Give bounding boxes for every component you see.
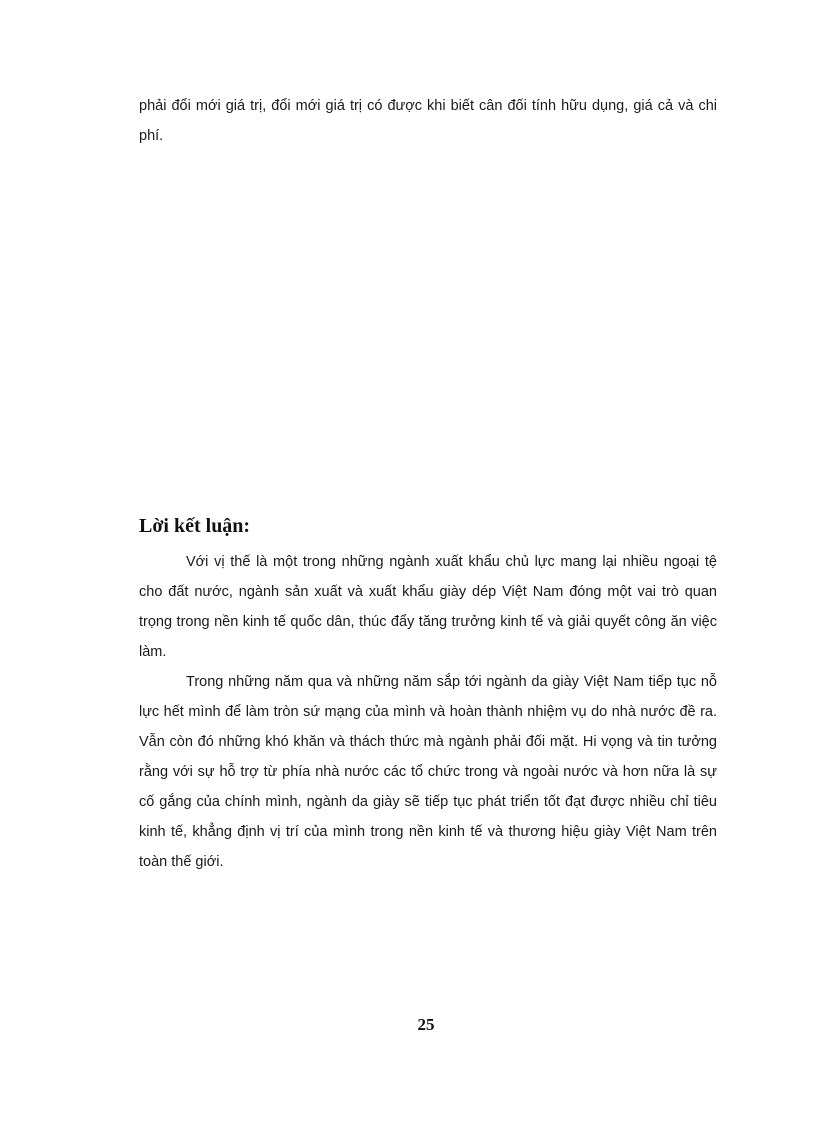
page-number: 25 xyxy=(417,1015,435,1034)
conclusion-body xyxy=(139,547,717,877)
section-heading: Lời kết luận: xyxy=(139,515,251,537)
conclusion-paragraph: Với vị thế là một trong những ngành xuất khẩu chủ lực mang lại nhiều ngoại tệ cho đất nước, ngành sản xuất và xuất khẩu giày dép Việt Nam đóng một vai trò quan trọng trong nền kinh tế quốc dân, thúc đẩy tăng trưởng kinh tế và giải quyết công ăn việc làm. xyxy=(139,554,717,660)
continuation-paragraph: phải đổi mới giá trị, đổi mới giá trị có được khi biết cân đối tính hữu dụng, giá cả và chi phí. xyxy=(139,98,717,144)
conclusion-paragraph: Trong những năm qua và những năm sắp tới ngành da giày Việt Nam tiếp tục nỗ lực hết mình để làm tròn sứ mạng của mình và hoàn thành nhiệm vụ do nhà nước đề ra. Vẫn còn đó những khó khăn và thách thức mà ngành phải đối mặt. Hi vọng và tin tưởng rằng với sự hỗ trợ từ phía nhà nước các tổ chức trong và ngoài nước và hơn nữa là sự cố gắng của chính mình, ngành da giày sẽ tiếp tục phát triển tốt đạt được nhiều chỉ tiêu kinh tế, khẳng định vị trí của mình trong nền kinh tế và thương hiệu giày Việt Nam trên toàn thế giới. xyxy=(139,674,717,870)
